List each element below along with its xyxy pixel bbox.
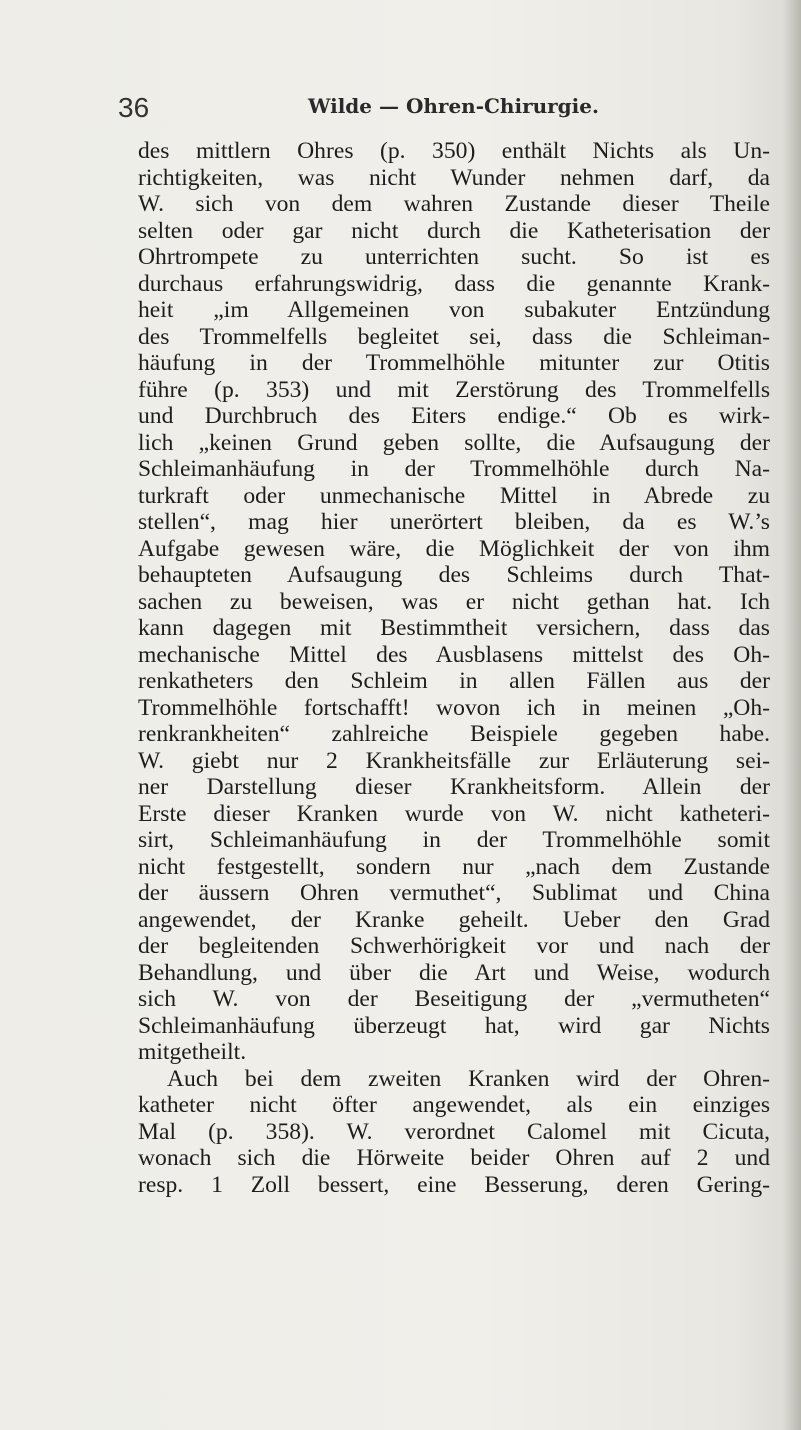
text-line: der äussern Ohren vermuthet“, Sublimat und China (138, 880, 770, 906)
text-line: renkrankheiten“ zahlreiche Beispiele gegeben habe. (138, 721, 770, 747)
text-line: W. sich von dem wahren Zustande dieser Theile (138, 191, 770, 217)
page-header (118, 92, 718, 132)
text-line: heit „im Allgemeinen von subakuter Entzündung (138, 297, 770, 323)
text-line: katheter nicht öfter angewendet, als ein einziges (138, 1092, 770, 1118)
text-line: Trommelhöhle fortschafft! wovon ich in meinen „Oh- (138, 694, 770, 721)
paragraph-end-line: mitgetheilt. (138, 1039, 247, 1065)
text-line: Behandlung, und über die Art und Weise, wodurch (138, 959, 770, 986)
text-line: der begleitenden Schwerhörigkeit vor und nach der (138, 933, 770, 959)
text-line: nicht festgestellt, sondern nur „nach dem Zustande (138, 853, 770, 880)
running-head: Wilde — Ohren-Chirurgie. (308, 94, 599, 118)
text-line: Aufgabe gewesen wäre, die Möglichkeit der von ihm (138, 535, 770, 562)
text-line: Ohrtrompete zu unterrichten sucht. So ist es (138, 244, 770, 270)
paragraph-start-line: Auch bei dem zweiten Kranken wird der Ohren- (167, 1065, 770, 1092)
text-line: selten oder gar nicht durch die Katheterisation der (138, 217, 770, 244)
text-line: resp. 1 Zoll bessert, eine Besserung, deren Gering- (138, 1171, 770, 1198)
page-edge-shadow (783, 0, 801, 1430)
text-line: sich W. von der Beseitigung der „vermutheten“ (138, 986, 770, 1012)
text-line: kann dagegen mit Bestimmtheit versichern, dass das (138, 615, 770, 641)
text-line: wonach sich die Hörweite beider Ohren auf 2 und (138, 1145, 770, 1171)
text-line: und Durchbruch des Eiters endige.“ Ob es wirk- (138, 403, 770, 429)
body-text (138, 138, 770, 1198)
text-line: W. giebt nur 2 Krankheitsfälle zur Erläuterung sei- (138, 747, 770, 774)
text-line: richtigkeiten, was nicht Wunder nehmen darf, da (138, 164, 770, 191)
text-line: stellen“, mag hier unerörtert bleiben, da es W.’s (138, 509, 770, 535)
text-line: sirt, Schleimanhäufung in der Trommelhöhle somit (138, 827, 770, 853)
text-line: Mal (p. 358). W. verordnet Calomel mit Cicuta, (138, 1118, 770, 1145)
text-line: führe (p. 353) und mit Zerstörung des Trommelfells (138, 376, 770, 403)
text-line: Erste dieser Kranken wurde von W. nicht katheteri- (138, 800, 770, 827)
text-line: durchaus erfahrungswidrig, dass die genannte Krank- (138, 270, 770, 297)
text-line: renkatheters den Schleim in allen Fällen aus der (138, 668, 770, 694)
text-line: angewendet, der Kranke geheilt. Ueber den Grad (138, 906, 770, 933)
text-line: häufung in der Trommelhöhle mitunter zur Otitis (138, 350, 770, 376)
text-line: des mittlern Ohres (p. 350) enthält Nichts als Un- (138, 138, 770, 164)
text-line: sachen zu beweisen, was er nicht gethan hat. Ich (138, 588, 770, 615)
text-line: lich „keinen Grund geben sollte, die Aufsaugung der (138, 429, 770, 456)
text-line: des Trommelfells begleitet sei, dass die Schleiman- (138, 323, 770, 350)
text-line: turkraft oder unmechanische Mittel in Abrede zu (138, 482, 770, 509)
text-line: Schleimanhäufung in der Trommelhöhle durch Na- (138, 456, 770, 482)
text-line: Schleimanhäufung überzeugt hat, wird gar Nichts (138, 1012, 770, 1039)
text-line: ner Darstellung dieser Krankheitsform. Allein der (138, 774, 770, 800)
text-line: behaupteten Aufsaugung des Schleims durch That- (138, 562, 770, 588)
page-number: 36 (118, 92, 150, 123)
text-line: mechanische Mittel des Ausblasens mittelst des Oh- (138, 641, 770, 668)
